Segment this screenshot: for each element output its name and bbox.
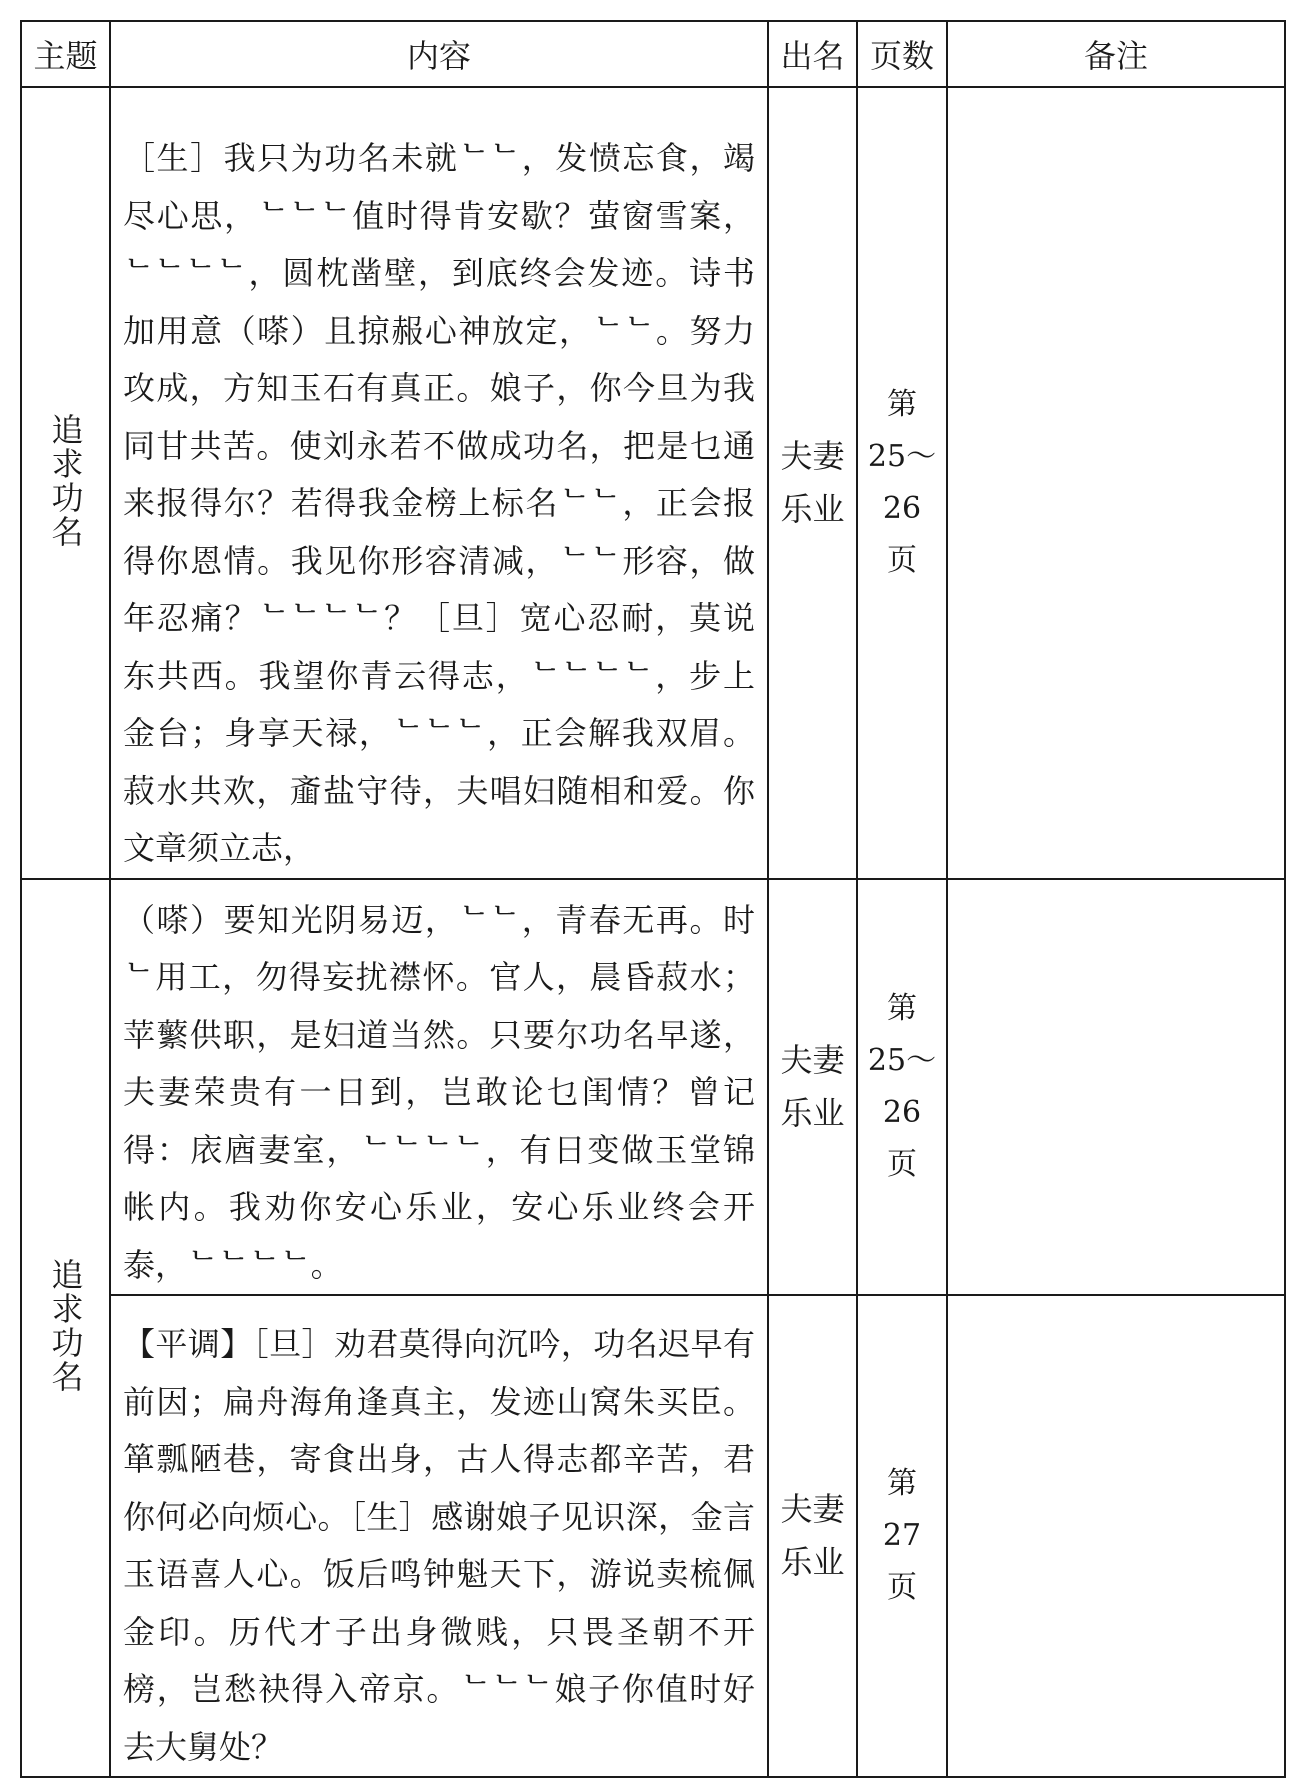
theme-text: 追求功名 <box>46 412 85 549</box>
header-content: 内容 <box>110 21 768 87</box>
records-table <box>20 20 1286 1778</box>
page-line: 27 <box>882 1518 922 1553</box>
page-line: 页 <box>887 1570 917 1605</box>
theme-cell <box>21 879 110 1778</box>
content-text: （嗏）要知光阴易迈，ᄂᄂ，青春无再。时ᄂ用工，勿得妄扰襟怀。官人，晨昏菽水；苹蘩供职，是妇道当然。只要尔功名早遂，夫妻荣贵有一日到，岂敢论乜闺情？曾记得：庡庮妻室，ᄂᄂᄂᄂ，有日变做玉堂锦帐内。我劝你安心乐业，安心乐业终会开泰，ᄂᄂᄂᄂ。 <box>123 900 755 1284</box>
page-cell <box>857 87 947 879</box>
note-cell <box>947 1295 1285 1777</box>
page-cell <box>857 1295 947 1777</box>
theme-cell <box>21 87 110 879</box>
page-line: 第 <box>887 990 917 1026</box>
content-cell <box>110 879 768 1296</box>
content-cell <box>110 87 768 879</box>
header-page: 页数 <box>857 21 947 87</box>
source-line: 夫妻 <box>780 1040 845 1079</box>
source-line: 乐业 <box>780 1543 845 1581</box>
header-source: 出名 <box>768 21 857 87</box>
source-line: 夫妻 <box>780 436 845 475</box>
note-cell <box>947 879 1285 1296</box>
page-line: 第 <box>887 386 917 422</box>
source-cell <box>768 879 857 1296</box>
content-text: 【平调】［旦］劝君莫得向沉吟，功名迟早有前因；扁舟海角逢真主，发迹山窝朱买臣。箪瓢陋巷，寄食出身，古人得志都辛苦，君你何必向烦心。［生］感谢娘子见识深，金言玉语喜人心。饭后鸣钟魁天下，游说卖梳佩金印。历代才子出身微贱，只畏圣朝不开榜，岂愁袂得入帝京。ᄂᄂᄂ娘子你值时好去大舅处？ <box>123 1325 755 1766</box>
page-cell <box>857 879 947 1296</box>
page-line: 25～26 <box>867 1042 937 1130</box>
source-line: 夫妻 <box>780 1490 845 1528</box>
source-cell <box>768 87 857 879</box>
theme-text: 追求功名 <box>46 1257 85 1394</box>
header-theme: 主题 <box>21 21 110 87</box>
source-line: 乐业 <box>780 489 845 528</box>
note-cell <box>947 87 1285 879</box>
table-row <box>21 879 1285 1296</box>
page-line: 页 <box>887 1146 917 1182</box>
header-note: 备注 <box>947 21 1285 87</box>
content-cell <box>110 1295 768 1777</box>
table-row <box>21 1295 1285 1777</box>
page-line: 页 <box>887 542 917 578</box>
page-line: 第 <box>887 1466 917 1501</box>
source-cell <box>768 1295 857 1777</box>
table-row <box>21 87 1285 879</box>
source-line: 乐业 <box>780 1093 845 1132</box>
content-text: ［生］我只为功名未就ᄂᄂ，发愤忘食，竭尽心思，ᄂᄂᄂ值时得肯安歇？萤窗雪案，ᄂᄂᄂᄂ，圆枕凿壁，到底终会发迹。诗书加用意（嗏）且掠赧心神放定，ᄂᄂ。努力攻成，方知玉石有真正。娘子，你今旦为我同甘共苦。使刘永若不做成功名，把是乜通来报得尔？若得我金榜上标名ᄂᄂ，正会报得你恩情。我见你形容清减，ᄂᄂ形容，做年忍痛？ᄂᄂᄂᄂ？［旦］宽心忍耐，莫说东共西。我望你青云得志，ᄂᄂᄂᄂ，步上金台；身享天禄，ᄂᄂᄂ，正会解我双眉。菽水共欢，齑盐守待，夫唱妇随相和爱。你文章须立志， <box>123 139 755 867</box>
header-row <box>21 21 1285 87</box>
page-line: 25～26 <box>867 438 937 526</box>
